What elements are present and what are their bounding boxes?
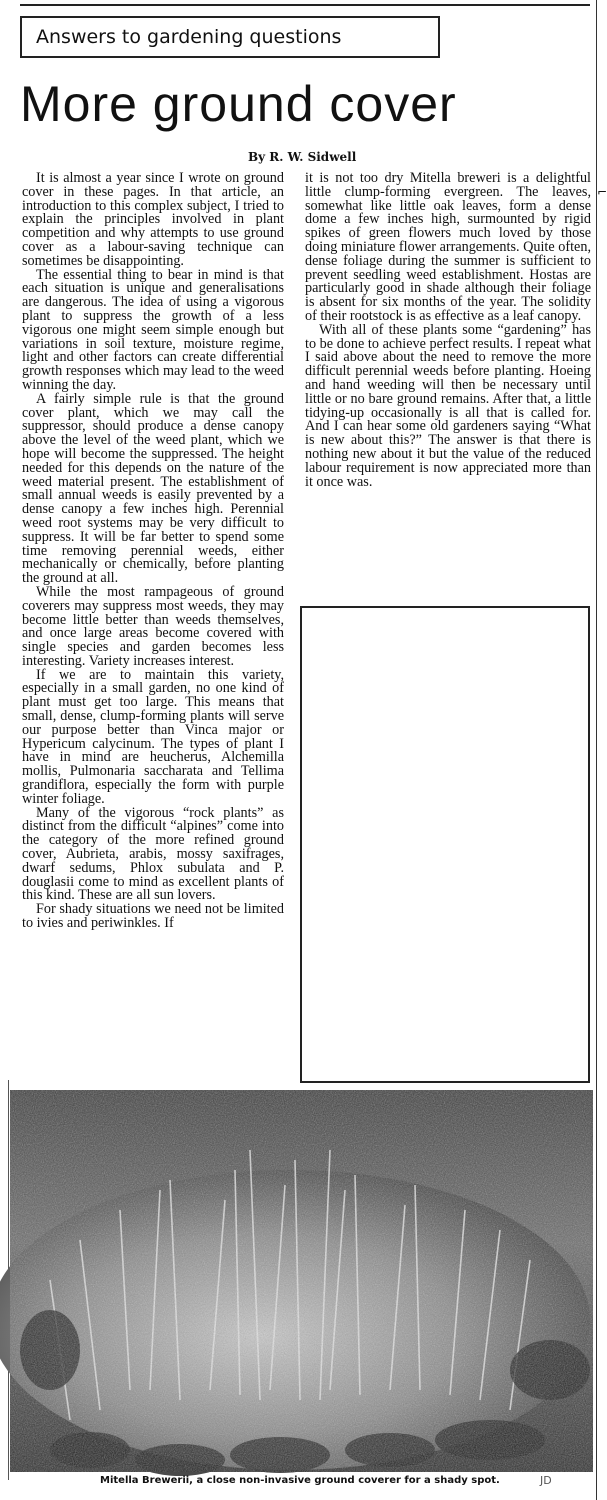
page-title: More ground cover [20, 76, 457, 132]
top-rule [20, 4, 590, 6]
paragraph: it is not too dry Mitella breweri is a delightful little clump-forming evergreen. The leaves, somewhat like little oak leaves, form a dense dome a few inches high, surmounted by rigid spikes of green flowers much loved by those doing miniature flower arrangements. Quite often, dense foliage during the summer is sufficient to prevent seedling weed establishment. Hostas are particularly good in shade although their foliage is absent for six months of the year. The solidity of their rootstock is as effective as a leaf canopy. [305, 170, 591, 324]
photo-caption: Mitella Brewerii, a close non-invasive ground coverer for a shady spot. [100, 1475, 500, 1486]
paragraph: A fairly simple rule is that the ground cover plant, which we may call the suppressor, should produce a dense canopy above the level of the weed plant, which we hope will become the suppressed. The height needed for this depends on the nature of the weed material present. The establishment of small annual weeds is easily prevented by a dense canopy a few inches high. Perennial weed root systems may be very difficult to suppress. It will be far better to spend some time removing perennial weeds, either mechanically or chemically, before planting the ground at all. [22, 390, 284, 587]
paragraph: Many of the vigorous “rock plants” as distinct from the difficult “alpines” come into the category of the more refined ground cover, Aubrieta, arabis, mossy saxifrages, dwarf sedums, Phlox subulata and P. douglasii come to mind as excellent plants of this kind. These are all sun lovers. [22, 804, 284, 904]
paragraph: With all of these plants some “gardening” has to be done to achieve perfect results. I repeat what I said above about the need to remove the more difficult perennial weeds before planting. Hoeing and hand weeding will then be necessary until little or no bare ground remains. After that, a little tidying-up occasionally is all that is called for. And I can hear some old gardeners saying “What is new about this?” The answer is that there is nothing new about it but the value of the reduced labour requirement is now appreciated more than it once was. [305, 321, 591, 490]
right-edge-rule [596, 0, 597, 1500]
article-column-1 [22, 172, 284, 1082]
section-kicker: Answers to gardening questions [20, 16, 440, 58]
initials-mark: JD [540, 1474, 552, 1487]
paragraph: If we are to maintain this variety, especially in a small garden, no one kind of plant must get too large. This means that small, dense, clump-forming plants will serve our purpose better than Vinca major or Hypericum calycinum. The types of plant I have in mind are heucherus, Alchemilla mollis, Pulmonaria saccharata and Tellima grandiflora, especially the form with purple winter foliage. [22, 666, 284, 807]
paragraph: While the most rampageous of ground coverers may suppress most weeds, they may become little better than weeds themselves, and once large areas become covered with single species and garden becomes less interesting. Variety increases interest. [22, 583, 284, 669]
paragraph: It is almost a year since I wrote on ground cover in these pages. In that article, an introduction to this complex subject, I tried to explain the principles involved in plant competition and why attempts to use ground cover as a labour-saving technique can sometimes be disappointing. [22, 170, 284, 269]
article-column-2 [305, 172, 591, 602]
margin-mark: ⌐ [597, 185, 607, 199]
paragraph: For shady situations we need not be limited to ivies and periwinkles. If [22, 901, 284, 932]
paragraph: The essential thing to bear in mind is that each situation is unique and generalisations are dangerous. The idea of using a vigorous plant to suppress the growth of a less vigorous one might seem simple enough but variations in soil texture, moisture regime, light and other factors can create differential growth responses which may lead to the weed winning the day. [22, 266, 284, 393]
plant-photo-image [10, 1090, 593, 1472]
plant-photo [10, 1090, 593, 1472]
empty-box [300, 606, 590, 1083]
byline: By R. W. Sidwell [248, 150, 357, 164]
